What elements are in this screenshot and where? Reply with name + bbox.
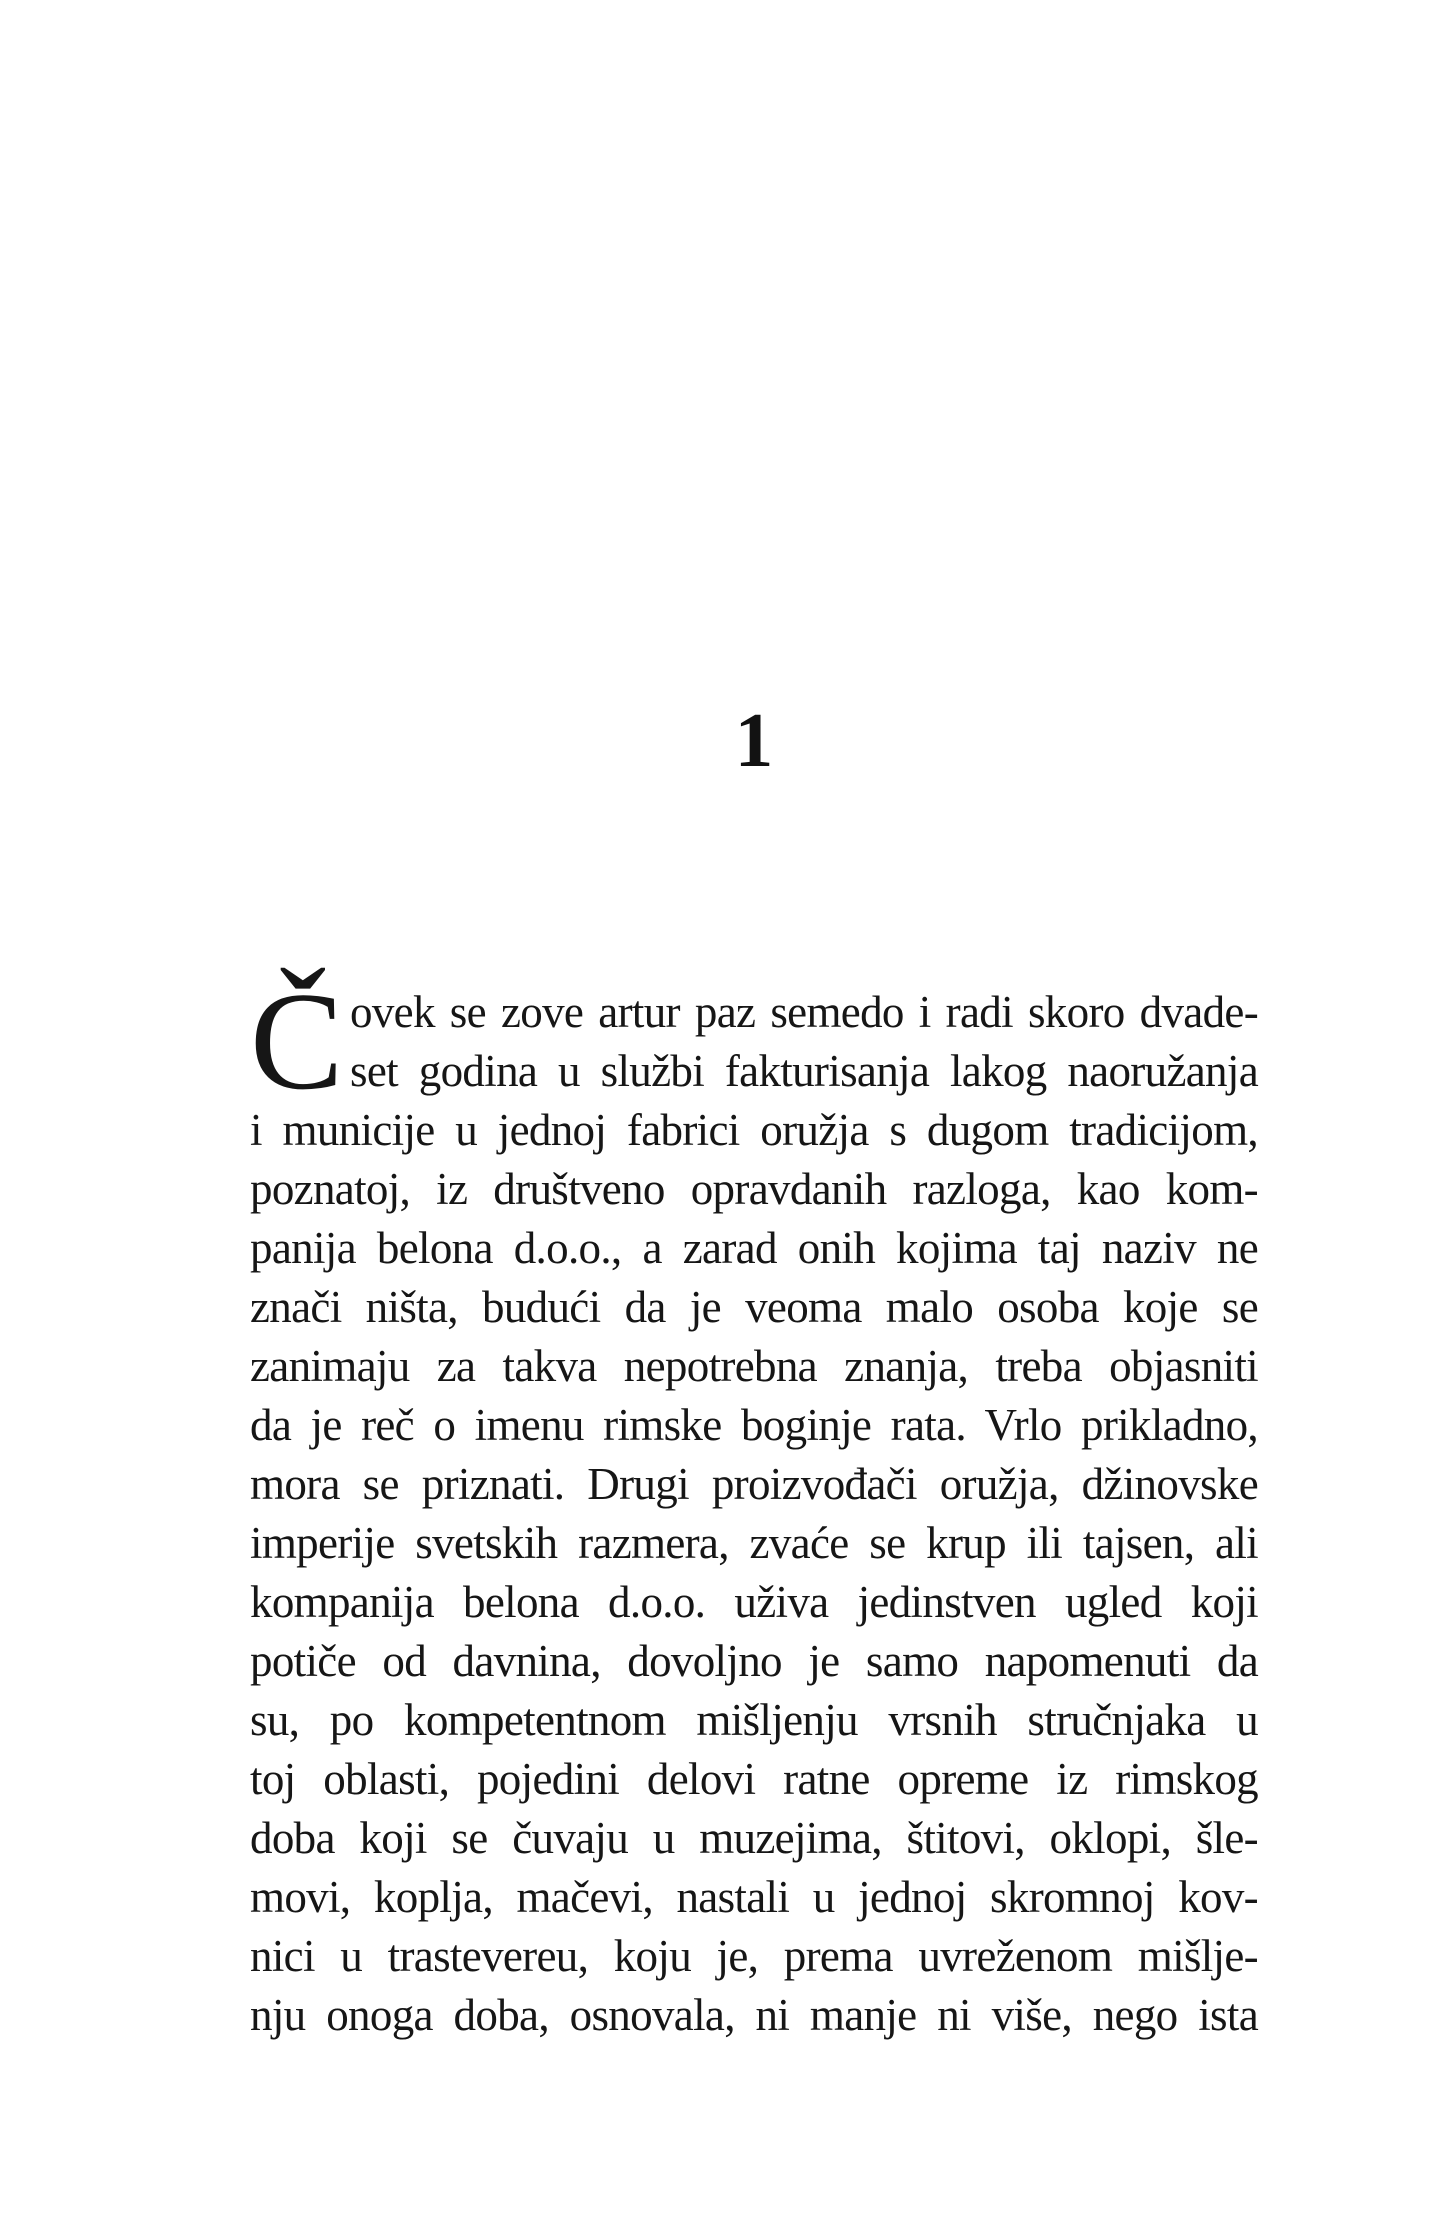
text-line: poznatoj, iz društveno opravdanih razloga, kao kom- <box>250 1164 1258 1214</box>
text-line: su, po kompetentnom mišljenju vrsnih stručnjaka u <box>250 1695 1258 1745</box>
text-line: da je reč o imenu rimske boginje rata. Vrlo prikladno, <box>250 1400 1258 1450</box>
body-paragraph <box>250 964 1258 2045</box>
drop-cap-letter: Č <box>250 964 344 1119</box>
text-line: nju onoga doba, osnovala, ni manje ni više, nego ista <box>250 1990 1258 2040</box>
text-line: toj oblasti, pojedini delovi ratne opreme iz rimskog <box>250 1754 1258 1804</box>
text-line: set godina u službi fakturisanja lakog naoružanja <box>350 1046 1258 1096</box>
text-line: mora se priznati. Drugi proizvođači oružja, džinovske <box>250 1459 1258 1509</box>
text-line: nici u trastevereu, koju je, prema uvreženom mišlje- <box>250 1931 1258 1981</box>
text-line: imperije svetskih razmera, zvaće se krup ili tajsen, ali <box>250 1518 1258 1568</box>
chapter-number: 1 <box>734 697 774 783</box>
text-line: potiče od davnina, dovoljno je samo napomenuti da <box>250 1636 1258 1686</box>
paragraph-lines <box>250 964 1258 2045</box>
text-line: kompanija belona d.o.o. uživa jedinstven ugled koji <box>250 1577 1258 1627</box>
text-line: znači ništa, budući da je veoma malo osoba koje se <box>250 1282 1258 1332</box>
text-line: movi, koplja, mačevi, nastali u jednoj skromnoj kov- <box>250 1872 1258 1922</box>
text-line: zanimaju za takva nepotrebna znanja, treba objasniti <box>250 1341 1258 1391</box>
text-line: i municije u jednoj fabrici oružja s dugom tradicijom, <box>250 1105 1258 1155</box>
text-line: ovek se zove artur paz semedo i radi skoro dvade- <box>350 987 1258 1037</box>
text-line: panija belona d.o.o., a zarad onih kojima taj naziv ne <box>250 1223 1258 1273</box>
text-line: doba koji se čuvaju u muzejima, štitovi, oklopi, šle- <box>250 1813 1258 1863</box>
